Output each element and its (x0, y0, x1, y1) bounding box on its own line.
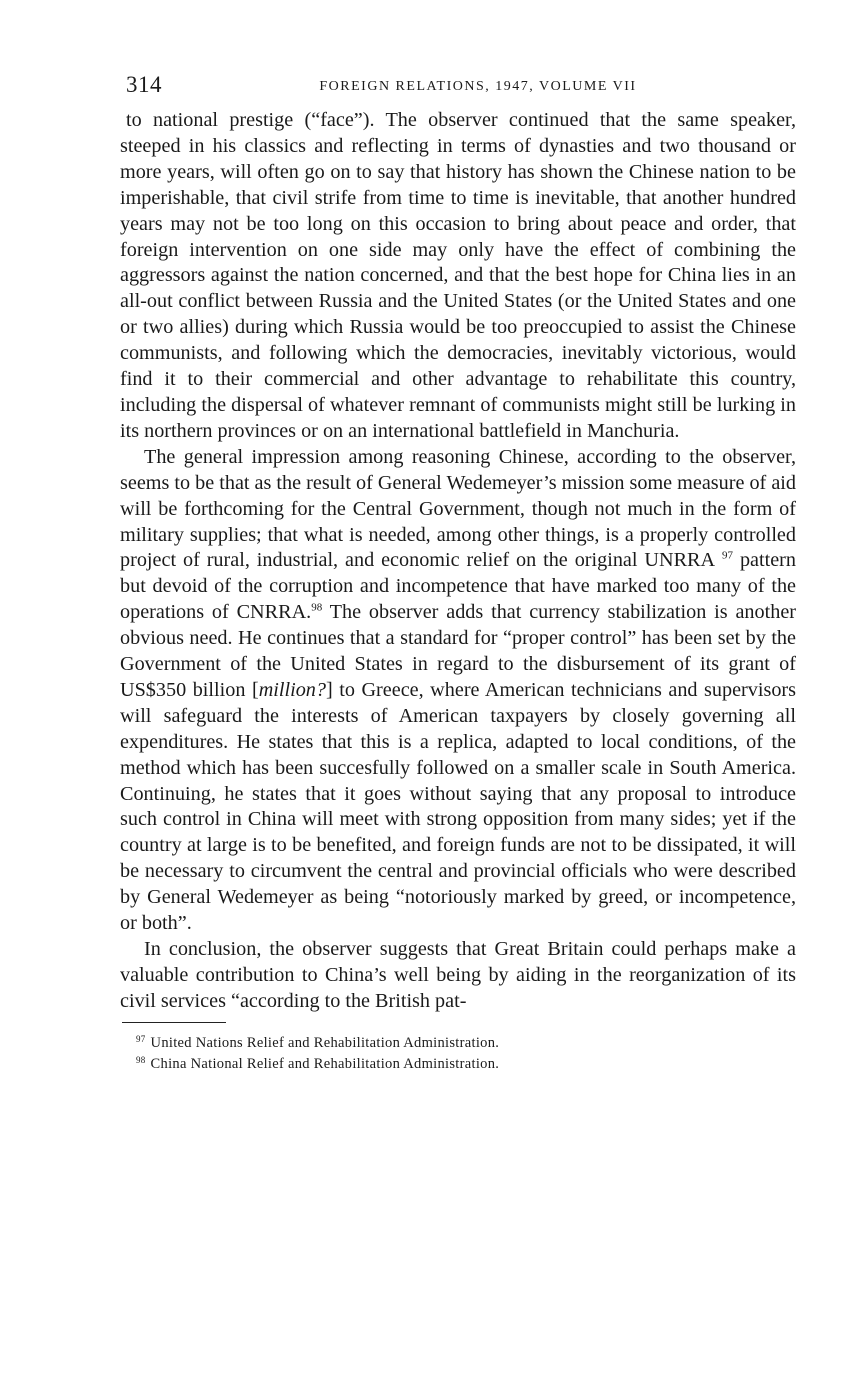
paragraph-2 (120, 445, 796, 937)
running-head (120, 70, 796, 106)
footnote-ref-97: 97 (722, 549, 734, 562)
footnote-text: United Nations Relief and Rehabilitation Administration. (150, 1034, 500, 1051)
paragraph-2-text-d: ] to Greece, where American technicians and supervisors will safeguard the interests of American taxpayers by closely governing all expenditures. He states that this is a replica, adapted to local conditions, of the method which has been succesfully followed on a smaller scale in South America. Continuing, he states that it goes without saying that any proposal to introduce such control in China will meet with strong opposition from many sides; yet if the country at large is to be benefited, and foreign funds are not to be dissipated, it will be necessary to circumvent the central and provincial officials who were described by General Wedemeyer as being “notoriously marked by greed, or incompetence, or both”. (120, 678, 797, 935)
footnote-mark: 97 (136, 1033, 146, 1044)
page-number: 314 (126, 72, 162, 97)
footnote-98 (136, 1052, 796, 1073)
paragraph-1: to national prestige (“face”). The observer continued that the same speaker, steeped in his classics and reflecting in terms of dynasties and two thousand or more years, will often go on to say that history has shown the Chinese nation to be imperishable, that civil strife from time to time is inevitable, that another hundred years may not be too long on this occasion to bring about peace and order, that foreign intervention on one side may only have the effect of combining the aggressors against the nation concerned, and that the best hope for China lies in an all-out conflict between Russia and the United States (or the United States and one or two allies) during which Russia would be too preoccupied to assist the Chinese communists, and following which the democracies, inevitably victorious, would find it to their commercial and other advantage to rehabilitate this country, including the dispersal of whatever remnant of communists might still be lurking in its northern provinces or on an international battlefield in Manchuria. (120, 109, 796, 442)
paragraph-2-text-b: pattern but devoid of the corruption and incompetence that have marked too many of the operations of CNRRA. (120, 549, 796, 624)
editorial-insertion: million? (258, 678, 326, 701)
footnote-97 (136, 1031, 796, 1052)
header-title: FOREIGN RELATIONS, 1947, VOLUME VII (319, 79, 637, 94)
paragraph-2-text-a: The general impression among reasoning Chinese, according to the observer, seems to be that as the result of General Wedemeyer’s mission some measure of aid will be forthcoming for the Central Government, though not much in the form of military supplies; that what is needed, among other things, is a properly controlled project of rural, industrial, and economic relief on the original UNRRA (120, 445, 796, 572)
footnote-divider (122, 1022, 226, 1023)
document-page (120, 70, 796, 1073)
footnote-ref-98: 98 (311, 601, 323, 614)
footnote-text: China National Relief and Rehabilitation Administration. (150, 1055, 500, 1072)
paragraph-2-text-c: The observer adds that currency stabilization is another obvious need. He continues that a standard for “proper control” has been set by the Government of the United States in regard to the disbursement of its grant of US$350 billion [ (120, 601, 797, 701)
paragraph-3: In conclusion, the observer suggests that Great Britain could perhaps make a valuable contribution to China’s well being by aiding in the reorganization of its civil services “according to the British pat- (120, 938, 796, 1012)
footnotes (120, 1031, 796, 1073)
body-text (120, 108, 796, 1015)
footnote-mark: 98 (136, 1054, 146, 1065)
